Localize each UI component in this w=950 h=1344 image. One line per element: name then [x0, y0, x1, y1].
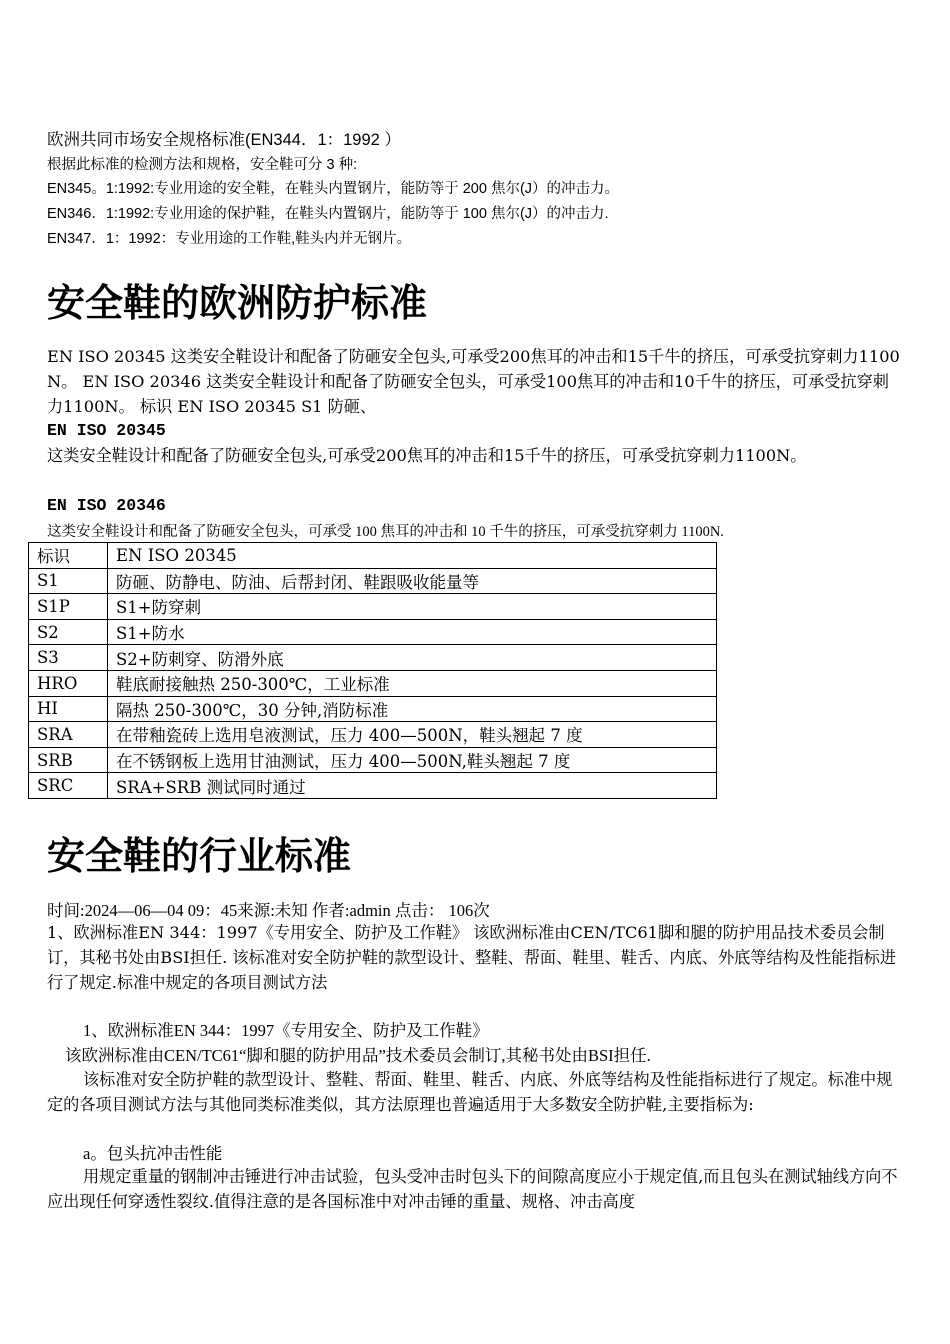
en-iso-20345-text: 这类安全鞋设计和配备了防砸安全包头,可承受200焦耳的冲击和15千牛的挤压，可承受抗穿刺力1100N。 [47, 446, 807, 465]
table-cell-code: SRB [29, 747, 108, 773]
eu-standard-paragraph: EN ISO 20345 这类安全鞋设计和配备了防砸安全包头,可承受200焦耳的冲击和15千牛的挤压，可承受抗穿刺力1100N。 EN ISO 20346 这类安全鞋设计和配备了防砸安全包头，可承受100焦耳的冲击和10千牛的挤压，可承受抗穿刺力1100N。 标识 EN ISO 20345 S1 防砸、 [47, 347, 900, 416]
industry-paragraph-4: 用规定重量的钢制冲击锤进行冲击试验，包头受冲击时包头下的间隙高度应小于规定值,而且包头在测试轴线方向不应出现任何穿透性裂纹.值得注意的是各国标准中对冲击锤的重量、规格、冲击高度 [47, 1167, 898, 1211]
table-cell-desc: S1+防穿刺 [108, 594, 717, 620]
intro-line-1: 根据此标准的检测方法和规格，安全鞋可分 3 种: [47, 157, 358, 173]
table-cell-code: S1P [29, 594, 108, 620]
table-row [29, 747, 717, 773]
table-cell-code: SRA [29, 722, 108, 748]
table-row [29, 568, 717, 594]
intro-line-3: EN346．1:1992:专业用途的保护鞋，在鞋头内置钢片，能防等于 100 焦尔(J）的冲击力. [47, 206, 609, 222]
table-cell-code: HRO [29, 670, 108, 696]
article-meta: 时间:2024—06—04 09：45来源:未知 作者:admin 点击： 106次 [47, 901, 490, 920]
table-row [29, 645, 717, 671]
section-heading-industry-standard: 安全鞋的行业标准 [47, 834, 352, 878]
table-header-row [29, 543, 717, 569]
table-header-cell: EN ISO 20345 [108, 543, 717, 569]
table-row [29, 670, 717, 696]
section-heading-eu-standard: 安全鞋的欧洲防护标准 [47, 281, 428, 325]
table-cell-code: SRC [29, 773, 108, 799]
industry-committee-line: 该欧洲标准由CEN/TC61“脚和腿的防护用品”技术委员会制订,其秘书处由BSI担任. [65, 1046, 651, 1065]
table-header-cell: 标识 [29, 543, 108, 569]
table-cell-code: S2 [29, 619, 108, 645]
item-a-heading: a。包头抗冲击性能 [83, 1144, 223, 1163]
table-cell-desc: 在不锈钢板上选用甘油测试，压力 400—500N,鞋头翘起 7 度 [108, 747, 717, 773]
table-cell-desc: S1+防水 [108, 619, 717, 645]
industry-paragraph-1: 1、欧洲标准EN 344：1997《专用安全、防护及工作鞋》 该欧洲标准由CEN/TC61脚和腿的防护用品技术委员会制订，其秘书处由BSI担任. 该标准对安全防护鞋的款型设计、整鞋、帮面、鞋里、鞋舌、内底、外底等结构及性能指标进行了规定.标准中规定的各项目测试方法 [47, 923, 897, 992]
table-cell-code: S1 [29, 568, 108, 594]
table-row [29, 594, 717, 620]
table-cell-desc: S2+防刺穿、防滑外底 [108, 645, 717, 671]
table-row [29, 696, 717, 722]
table-cell-desc: SRA+SRB 测试同时通过 [108, 773, 717, 799]
table-cell-desc: 防砸、防静电、防油、后帮封闭、鞋跟吸收能量等 [108, 568, 717, 594]
intro-line-4: EN347．1：1992：专业用途的工作鞋,鞋头内并无钢片。 [47, 231, 412, 247]
en-iso-20346-title: EN ISO 20346 [47, 496, 166, 515]
table-cell-desc: 隔热 250-300℃，30 分钟,消防标准 [108, 696, 717, 722]
table-row [29, 619, 717, 645]
table-cell-code: S3 [29, 645, 108, 671]
industry-paragraph-3: 该标准对安全防护鞋的款型设计、整鞋、帮面、鞋里、鞋舌、内底、外底等结构及性能指标进行了规定。标准中规定的各项目测试方法与其他同类标准类似，其方法原理也普遍适用于大多数安全防护鞋,主要指标为: [47, 1070, 893, 1114]
industry-heading-line: 1、欧洲标准EN 344：1997《专用安全、防护及工作鞋》 [83, 1021, 489, 1040]
table-cell-desc: 在带釉瓷砖上选用皂液测试，压力 400—500N，鞋头翘起 7 度 [108, 722, 717, 748]
en-iso-20346-text: 这类安全鞋设计和配备了防砸安全包头，可承受 100 焦耳的冲击和 10 千牛的挤压，可承受抗穿刺力 1100N. [47, 524, 724, 540]
en-iso-20345-title: EN ISO 20345 [47, 421, 166, 440]
table-cell-desc: 鞋底耐接触热 250-300℃，工业标准 [108, 670, 717, 696]
table-row [29, 722, 717, 748]
marking-table [28, 542, 717, 799]
intro-line-2: EN345。1:1992:专业用途的安全鞋，在鞋头内置钢片，能防等于 200 焦尔(J）的冲击力。 [47, 181, 620, 197]
table-row [29, 773, 717, 799]
table-cell-code: HI [29, 696, 108, 722]
intro-title: 欧洲共同市场安全规格标准(EN344．1：1992 ） [47, 131, 401, 149]
